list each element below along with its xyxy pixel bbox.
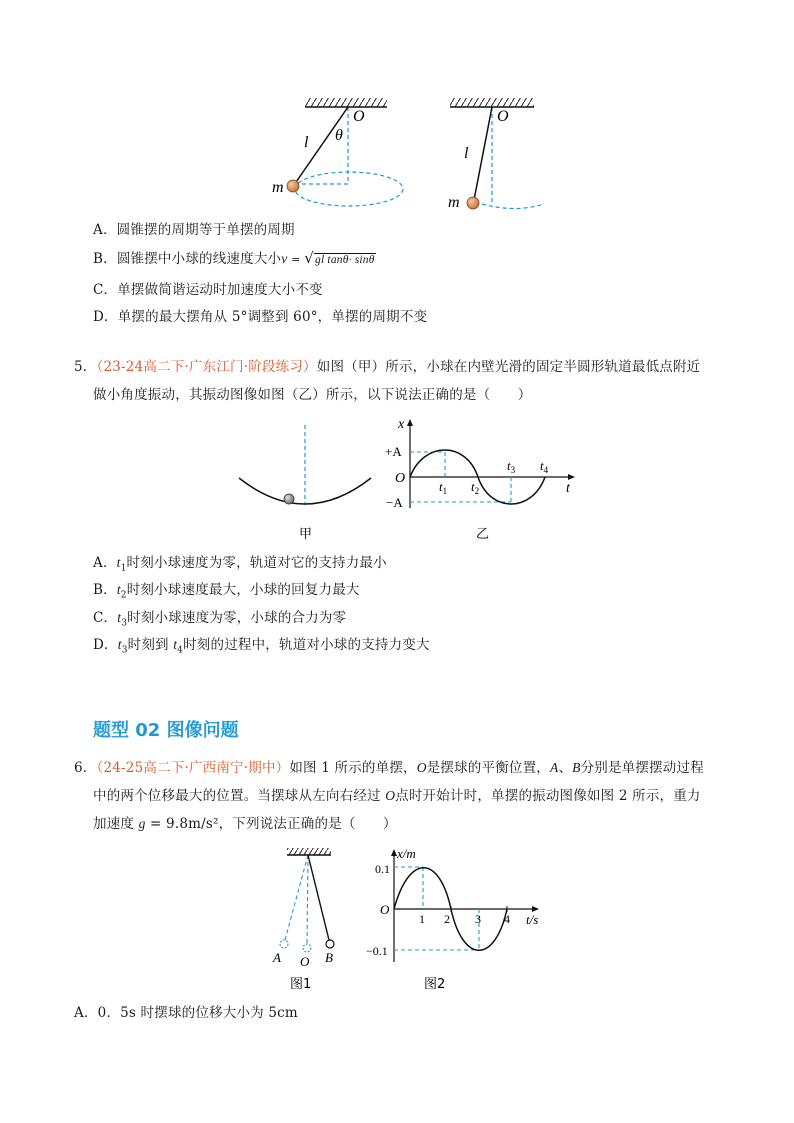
svg-text:x/m: x/m <box>397 846 416 861</box>
q4-option-c: C．单摆做简谐运动时加速度大小不变 <box>93 282 323 298</box>
q5-vibration-graph <box>380 412 580 547</box>
svg-text:2: 2 <box>444 912 450 926</box>
q6-stem-line1: 6．（24-25高二下·广西南宁·期中）如图 1 所示的单摆，O是摆球的平衡位置，A、B分别是单摆摆动过程 <box>74 760 704 776</box>
svg-text:t4: $t_4$ <box>540 458 549 475</box>
q4-option-d: D．单摆的最大摆角从 5°调整到 60°，单摆的周期不变 <box>93 309 428 325</box>
label-O: O <box>353 108 365 125</box>
svg-text:t1: $t_1$ <box>439 479 448 496</box>
svg-text:O: O <box>380 902 390 917</box>
svg-text:t3: $t_3$ <box>507 458 516 475</box>
caption-fig1: 图1 <box>290 977 312 992</box>
svg-text:0.1: 0.1 <box>375 862 390 876</box>
q6-option-a: A．0．5s 时摆球的位移大小为 5cm <box>74 1005 298 1021</box>
svg-text:O: O <box>395 471 406 486</box>
simple-pendulum-figure <box>440 92 560 222</box>
q5-option-c: C．$t_3$时刻小球速度为零，小球的合力为零 <box>93 610 347 629</box>
caption-yi: 乙 <box>476 527 490 542</box>
section-heading: 题型 02 图像问题 <box>93 720 239 741</box>
svg-text:t: t <box>566 481 570 496</box>
q5-stem-line2: 做小角度振动，其振动图像如图（乙）所示，以下说法正确的是（ ） <box>93 387 532 403</box>
label-l: l <box>464 145 469 162</box>
svg-text:3: 3 <box>475 912 481 926</box>
svg-text:t/s: t/s <box>526 912 539 927</box>
label-m: m <box>448 194 460 211</box>
label-O: O <box>497 108 509 125</box>
label-theta: θ <box>335 127 343 144</box>
q6-fig1-pendulum <box>262 842 352 994</box>
q5-source: （23-24高二下·广东江门·阶段练习） <box>96 359 317 375</box>
svg-text:A: A <box>273 950 281 965</box>
q5-track-figure <box>232 420 382 550</box>
q4-option-b: B．圆锥摆中小球的线速度大小v = √gl tanθ· sinθ <box>93 249 375 267</box>
conical-pendulum-figure <box>260 92 420 212</box>
q4-option-a: A．圆锥摆的周期等于单摆的周期 <box>93 222 295 238</box>
q6-stem-line2: 中的两个位移最大的位置。当摆球从左向右经过 O点时开始计时，单摆的振动图像如图 2 所示，重力 <box>93 788 701 804</box>
svg-text:t2: $t_2$ <box>471 479 480 496</box>
q5-stem-line1: 5．（23-24高二下·广东江门·阶段练习）如图（甲）所示，小球在内壁光滑的固定半圆形轨道最低点附近 <box>74 359 701 375</box>
formula-radicand: gl tanθ· sinθ <box>315 254 375 266</box>
q5-option-a: A．$t_1$时刻小球速度为零，轨道对它的支持力最小 <box>93 555 387 574</box>
q6-fig2-vibration-graph <box>364 842 549 994</box>
label-m: m <box>272 179 284 196</box>
caption-jia: 甲 <box>299 527 313 542</box>
svg-text:−A: −A <box>386 495 403 510</box>
svg-text:+A: +A <box>385 444 402 459</box>
q5-option-d: D．$t_3$时刻到 $t_4$时刻的过程中，轨道对小球的支持力变大 <box>93 637 430 656</box>
svg-text:1: 1 <box>419 912 425 926</box>
q5-option-b: B．$t_2$时刻小球速度最大，小球的回复力最大 <box>93 582 360 601</box>
caption-fig2: 图2 <box>424 977 446 992</box>
q6-source: （24-25高二下·广西南宁·期中） <box>96 760 290 776</box>
svg-text:x: x <box>398 417 405 432</box>
svg-text:4: 4 <box>504 912 510 926</box>
svg-text:B: B <box>325 950 333 965</box>
svg-text:O: O <box>300 954 310 969</box>
q6-stem-line3: 加速度 g = 9.8m/s²，下列说法正确的是（ ） <box>93 816 397 832</box>
label-l: l <box>304 134 309 151</box>
svg-text:−0.1: −0.1 <box>366 944 388 958</box>
